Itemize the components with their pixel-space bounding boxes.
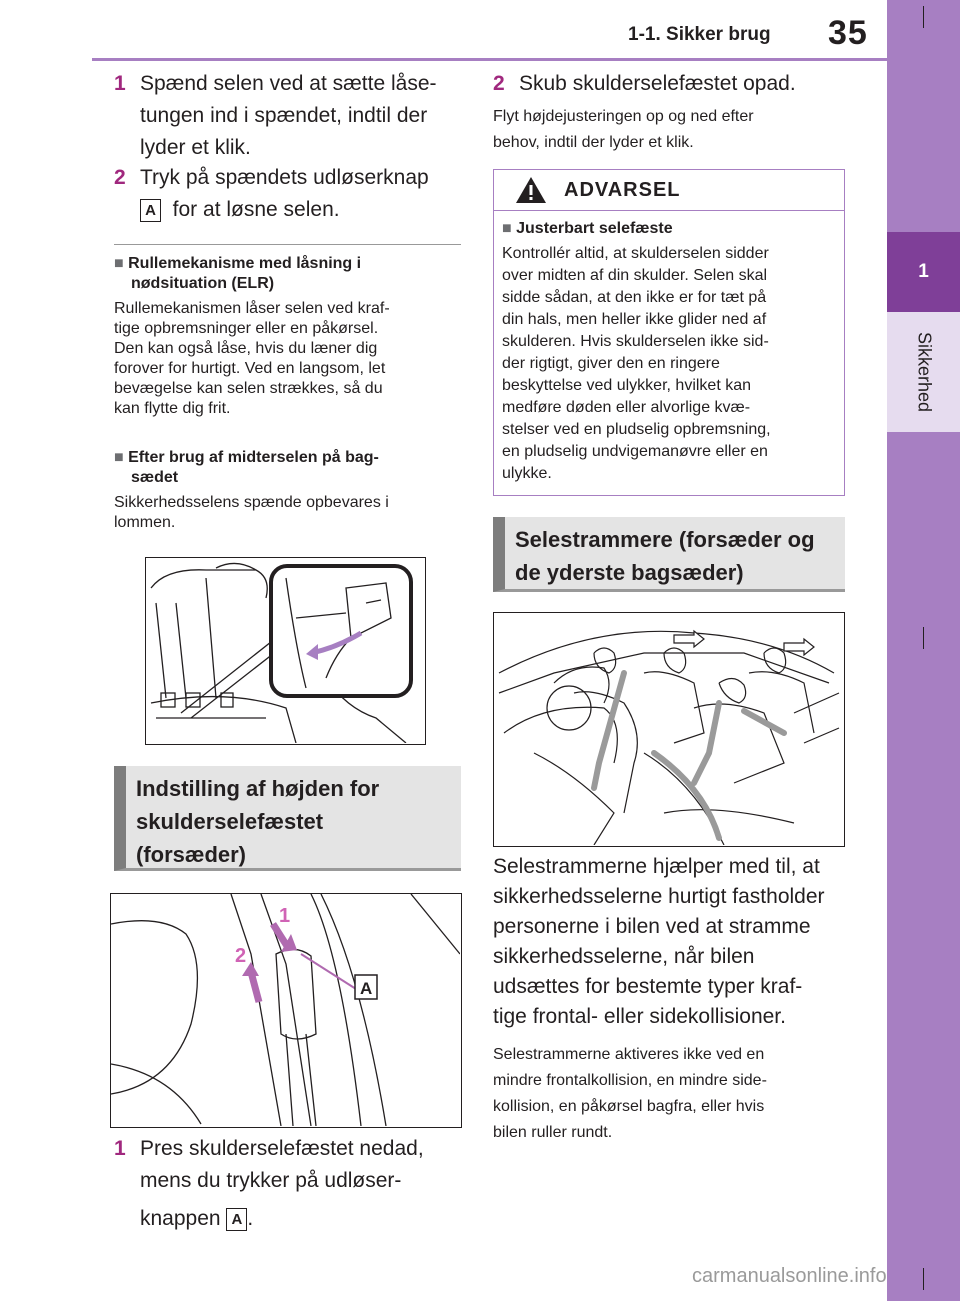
shoulder-anchor-illustration	[111, 894, 460, 1126]
page-number: 35	[828, 14, 868, 52]
pretensioner-figure	[493, 612, 845, 847]
crop-mark	[923, 627, 924, 649]
figure-label-2: 2	[235, 945, 247, 967]
crop-mark	[923, 6, 924, 28]
middle-belt-section: ■ Efter brug af midterselen på bag- sædet Sikkerhedsselens spænde opbevares i lommen.	[114, 449, 389, 531]
warning-header: ADVARSEL	[494, 170, 844, 211]
square-bullet-icon: ■	[114, 449, 124, 466]
figure-label-1: 1	[279, 905, 291, 927]
rear-seat-illustration	[146, 558, 424, 743]
key-a-badge: A	[140, 199, 161, 222]
chapter-title-tab[interactable]	[887, 312, 960, 432]
square-bullet-icon: ■	[502, 220, 512, 237]
chapter-sidebar	[887, 0, 960, 1301]
step-2-release: 2 Tryk på spændets udløserknap A for at løsne selen.	[114, 166, 429, 221]
chapter-number-tab[interactable]: 1	[887, 232, 960, 312]
square-bullet-icon: ■	[114, 255, 124, 272]
pretensioner-note: Selestrammerne aktiveres ikke ved en mindre frontalkollision, en mindre side- kollision, en påkørsel bagfra, eller hvis bilen ruller rundt.	[493, 1046, 767, 1141]
watermark-link[interactable]: carmanualsonline.info	[692, 1265, 887, 1287]
cabin-illustration	[494, 613, 843, 845]
figure-label-a: A	[360, 979, 373, 998]
section-title: 1-1. Sikker brug	[628, 24, 771, 45]
crop-mark	[923, 1268, 924, 1290]
shoulder-anchor-figure	[110, 893, 462, 1128]
elr-section: ■ Rullemekanisme med låsning i nødsituation (ELR) Rullemekanismen låser selen ved kraf- tige opbremsninger eller en påkørsel. Den kan også låse, hvis du læner dig forover for hurtigt. Ved en langsom, let bevægelse kan selen strækkes, så du kan flytte dig frit.	[114, 255, 390, 417]
step-1-press-anchor: 1 Pres skulderselefæstet nedad, mens du trykker på udløser- knappen A .	[114, 1137, 424, 1230]
pretensioner-heading: Selestrammere (forsæder og de yderste bagsæder)	[493, 517, 845, 592]
step-2-push-anchor: 2 Skub skulderselefæstet opad.	[493, 72, 796, 95]
pretensioner-body: Selestrammerne hjælper med til, at sikkerhedsselerne hurtigt fastholder personerne i bilen ved at stramme sikkerhedsselerne, når bilen udsættes for bestemte typer kraf- tige frontal- eller sidekollisioner.	[493, 855, 825, 1028]
key-a-badge: A	[226, 1208, 247, 1231]
warning-box: ADVARSEL ■ Justerbart selefæste Kontrollér altid, at skulderselen sidder over midten af din skulder. Selen skal sidde sådan, at den ikke er for tæt på din hals, men heller ikke glider ned af skulderen. Hvis skulderselen ikke sid- der rigtigt, giver den en ringere beskyttelse ved ulykker, hvilket kan medføre døden eller alvorlige kvæ- stelser ved en pludselig opbremsning, en pludselig undvigemanøvre eller en ulykke.	[493, 169, 845, 496]
warning-triangle-icon	[514, 175, 548, 205]
push-note: Flyt højdejusteringen op og ned efter behov, indtil der lyder et klik.	[493, 108, 754, 151]
divider	[114, 244, 461, 245]
rear-seat-buckle-figure	[145, 557, 426, 745]
chapter-title: Sikkerhed	[914, 331, 934, 413]
step-1-buckle: 1 Spænd selen ved at sætte låse- tungen ind i spændet, indtil der lyder et klik.	[114, 72, 437, 159]
header-rule	[92, 58, 887, 61]
height-adjuster-heading: Indstilling af højden for skulderselefæstet (forsæder)	[114, 766, 461, 871]
